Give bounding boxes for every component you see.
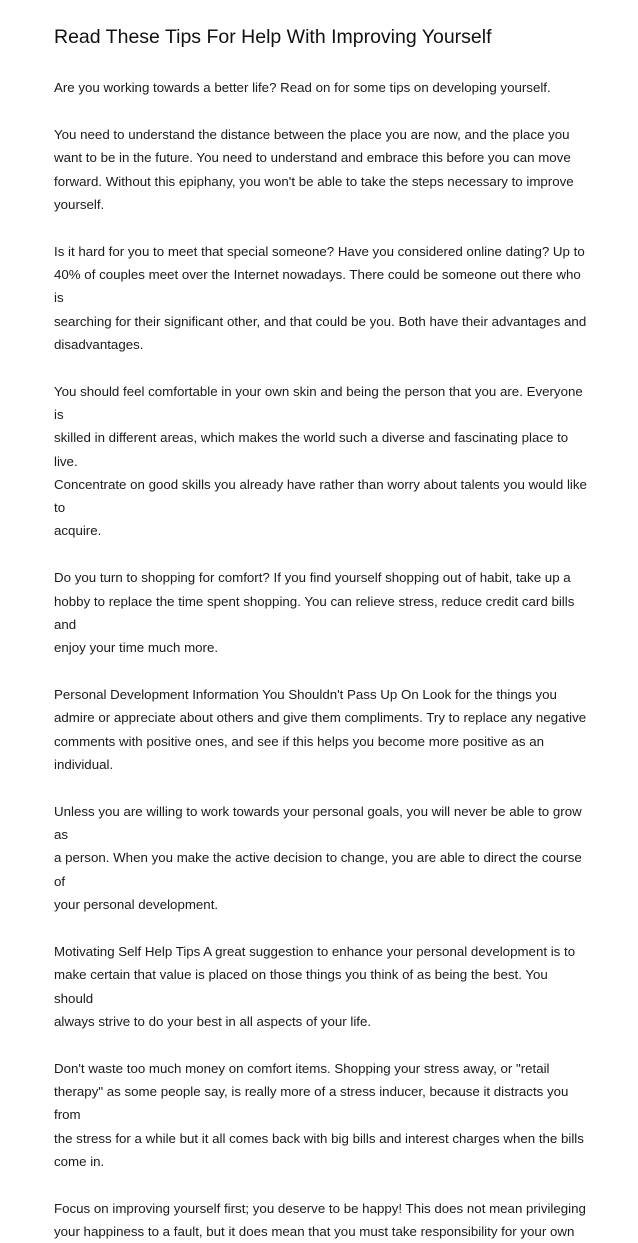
paragraph-online-dating: Is it hard for you to meet that special someone? Have you considered online dating? Up to 40% of couples meet over the Internet nowadays. There could be someone out there who is searching for their significant other, and that could be you. Both have their advantages and disadvantages. — [54, 244, 587, 352]
paragraph-distance: You need to understand the distance between the place you are now, and the place you want to be in the future. You need to understand and embrace this before you can move forward. Without this epiphany, you won't be able to take the steps necessary to improve yourself. — [54, 127, 574, 212]
document-page — [54, 22, 588, 1243]
paragraph-compliments: Personal Development Information You Shouldn't Pass Up On Look for the things you admire or appreciate about others and give them compliments. Try to replace any negative comments with positive ones, and see if this helps you become more positive as an individual. — [54, 687, 587, 772]
paragraph-shopping: Do you turn to shopping for comfort? If you find yourself shopping out of habit, take up a hobby to replace the time spent shopping. You can relieve stress, reduce credit card bills and enjoy your time much more. — [54, 570, 575, 656]
paragraph-comfort-items: Don't waste too much money on comfort items. Shopping your stress away, or "retail therapy" as some people say, is really more of a stress inducer, because it distracts you from the stress for a while but it all comes back with big bills and interest charges when the bills come in. — [54, 1060, 584, 1169]
paragraph-self-help: Motivating Self Help Tips A great suggestion to enhance your personal development is to make certain that value is placed on those things you think of as being the best. You should always strive to do your best in all aspects of your life. — [54, 944, 576, 1029]
paragraph-focus: Focus on improving yourself first; you deserve to be happy! This does not mean privileging your happiness to a fault, but it does mean that you must take responsibility for your own — [54, 1200, 586, 1240]
paragraph-comfortable: You should feel comfortable in your own skin and being the person that you are. Everyone is skilled in different areas, which makes the world such a diverse and fascinating place to live. Concentrate on good skills you already have rather than worry about talents you would like to acquire. — [54, 384, 587, 539]
paragraph-personal-goals: Unless you are willing to work towards your personal goals, you will never be able to grow as a person. When you make the active decision to change, you are able to direct the course of your personal development. — [54, 804, 582, 912]
page-title: Read These Tips For Help With Improving Yourself — [54, 26, 492, 48]
paragraph-intro: Are you working towards a better life? Read on for some tips on developing yourself. — [54, 80, 551, 95]
